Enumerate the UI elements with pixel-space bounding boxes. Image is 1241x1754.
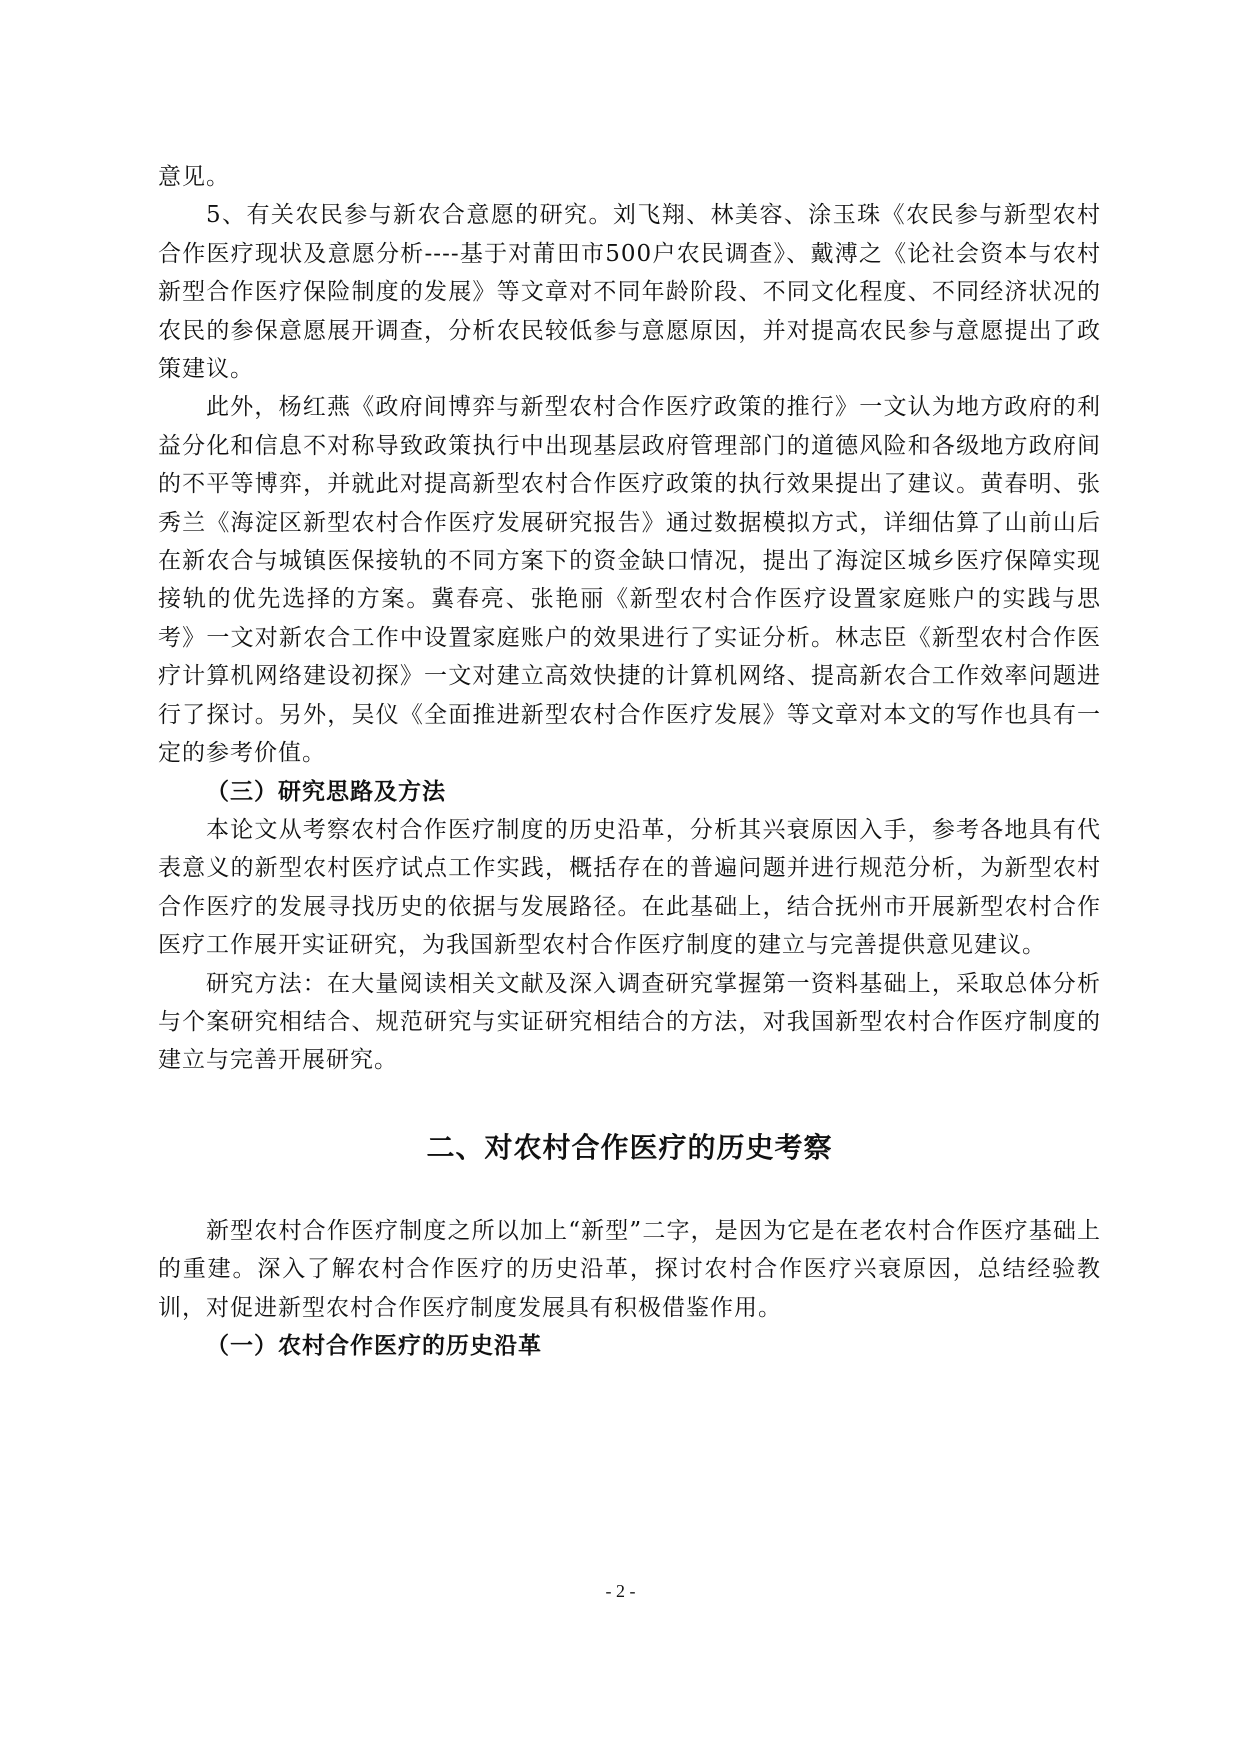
paragraph-research-approach: 本论文从考察农村合作医疗制度的历史沿革，分析其兴衰原因入手，参考各地具有代表意义的新型农村医疗试点工作实践，概括存在的普遍问题并进行规范分析，为新型农村合作医疗的发展寻找历史的依据与发展路径。在此基础上，结合抚州市开展新型农村合作医疗工作展开实证研究，为我国新型农村合作医疗制度的建立与完善提供意见建议。 bbox=[158, 816, 1101, 959]
section-heading-history: 二、对农村合作医疗的历史考察 bbox=[426, 1130, 833, 1164]
subheading-history-evolution: （一）农村合作医疗的历史沿革 bbox=[206, 1332, 542, 1359]
paragraph-other-studies: 此外，杨红燕《政府间博弈与新型农村合作医疗政策的推行》一文认为地方政府的利益分化和信息不对称导致政策执行中出现基层政府管理部门的道德风险和各级地方政府间的不平等博弈，并就此对提高新型农村合作医疗政策的执行效果提出了建议。黄春明、张秀兰《海淀区新型农村合作医疗发展研究报告》通过数据模拟方式，详细估算了山前山后在新农合与城镇医保接轨的不同方案下的资金缺口情况，提出了海淀区城乡医疗保障实现接轨的优先选择的方案。冀春亮、张艳丽《新型农村合作医疗设置家庭账户的实践与思考》一文对新农合工作中设置家庭账户的效果进行了实证分析。林志臣《新型农村合作医疗计算机网络建设初探》一文对建立高效快捷的计算机网络、提高新农合工作效率问题进行了探讨。另外，吴仪《全面推进新型农村合作医疗发展》等文章对本文的写作也具有一定的参考价值。 bbox=[158, 394, 1101, 767]
page-body bbox=[158, 158, 1101, 1365]
paragraph-farmer-willingness: 5、有关农民参与新农合意愿的研究。刘飞翔、林美容、涂玉珠《农民参与新型农村合作医疗现状及意愿分析----基于对莆田市500户农民调查》、戴溥之《论社会资本与农村新型合作医疗保险制度的发展》等文章对不同年龄阶段、不同文化程度、不同经济状况的农民的参保意愿展开调查，分析农民较低参与意愿原因，并对提高农民参与意愿提出了政策建议。 bbox=[158, 202, 1101, 383]
subheading-research-approach: （三）研究思路及方法 bbox=[206, 778, 446, 805]
paragraph-continuation: 意见。 bbox=[158, 164, 230, 190]
page-number: - 2 - bbox=[605, 1581, 636, 1601]
paragraph-research-methods: 研究方法：在大量阅读相关文献及深入调查研究掌握第一资料基础上，采取总体分析与个案研究相结合、规范研究与实证研究相结合的方法，对我国新型农村合作医疗制度的建立与完善开展研究。 bbox=[158, 970, 1101, 1074]
paragraph-history-intro: 新型农村合作医疗制度之所以加上“新型”二字，是因为它是在老农村合作医疗基础上的重建。深入了解农村合作医疗的历史沿革，探讨农村合作医疗兴衰原因，总结经验教训，对促进新型农村合作医疗制度发展具有积极借鉴作用。 bbox=[158, 1217, 1101, 1321]
